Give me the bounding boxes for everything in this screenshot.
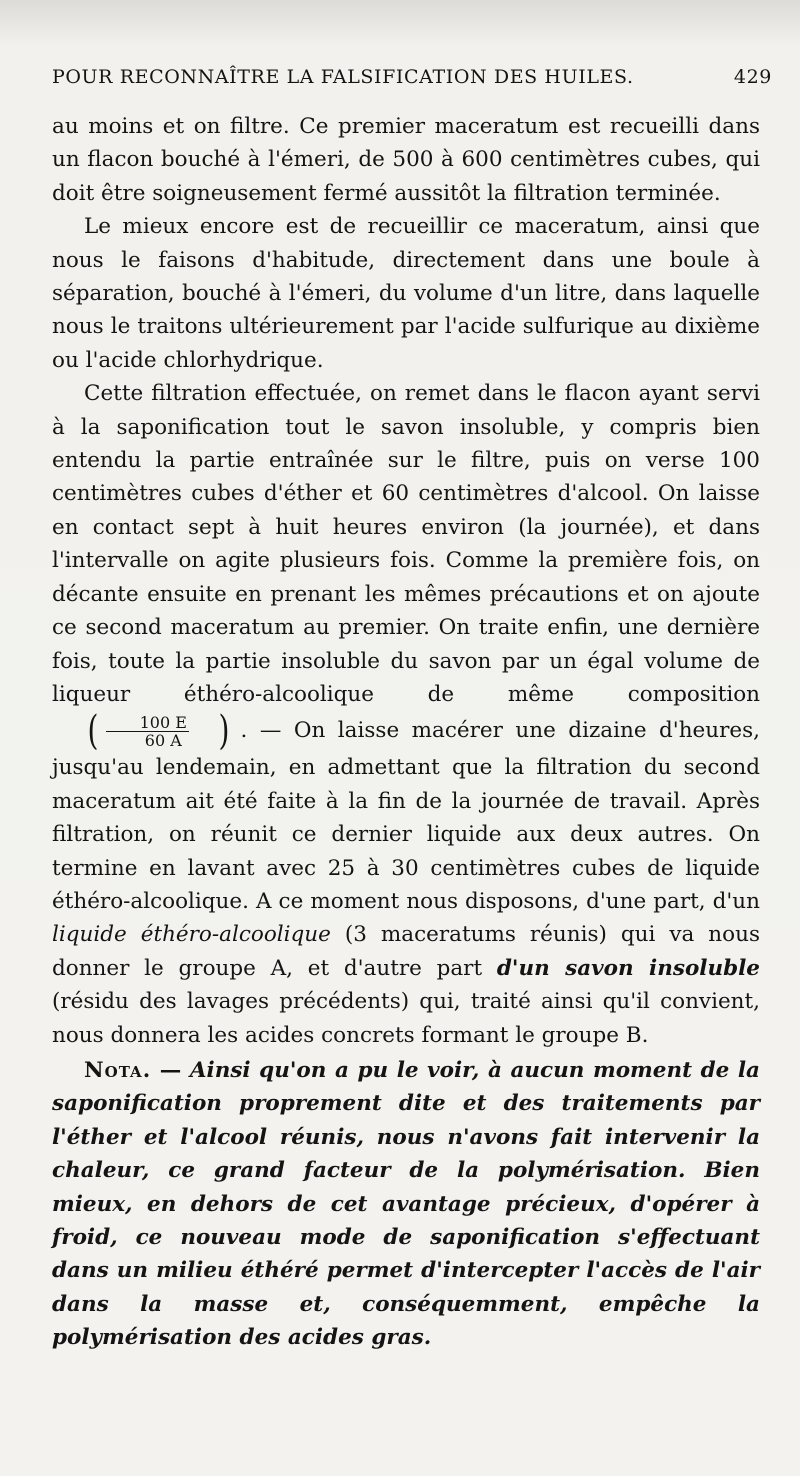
- nota-block: [52, 1054, 760, 1355]
- nota-label: Nota.: [84, 1057, 152, 1083]
- paragraph-3: [52, 377, 760, 1052]
- paragraph-3-part-4: (résidu des lavages précédents) qui, traité ainsi qu'il convient, nous donnera les acides concrets formant le groupe B.: [52, 989, 760, 1048]
- paragraph-3-part-3: (3 maceratums réunis) qui va nous donner le groupe A, et d'autre part: [52, 922, 760, 981]
- paragraph-3-part-1: Cette filtration effectuée, on remet dans le flacon ayant servi à la saponification tout le savon insoluble, y compris bien entendu la partie entraînée sur le filtre, puis on verse 100 centimètres cubes d'éther et 60 centimètres d'alcool. On laisse en contact sept à huit heures environ (la journée), et dans l'intervalle on agite plusieurs fois. Comme la première fois, on décante ensuite en prenant les mêmes précautions et on ajoute ce second maceratum au premier. On traite enfin, une dernière fois, toute la partie insoluble du savon par un égal volume de liqueur éthéro-alcoolique de même composition: [52, 381, 760, 707]
- page-number: 429: [733, 66, 772, 88]
- italic-liquide: liquide éthéro-alcoolique: [52, 922, 331, 948]
- paragraph-3-part-2: . — On laisse macérer une dizaine d'heures, jusqu'au lendemain, en admettant que la filtration du second maceratum ait été faite à la fin de la journée de travail. Après filtration, on réunit ce dernier liquide aux deux autres. On termine en lavant avec 25 à 30 centimètres cubes de liquide éthéro-alcoolique. A ce moment nous disposons, d'une part, d'un: [52, 718, 760, 914]
- fraction-numerator: 100 E: [106, 714, 189, 732]
- running-title: POUR RECONNAÎTRE LA FALSIFICATION DES HUILES.: [52, 66, 634, 88]
- left-paren: (: [87, 708, 99, 755]
- italic-savon: d'un savon insoluble: [496, 955, 760, 981]
- nota-text: Ainsi qu'on a pu le voir, à aucun moment de la saponification proprement dite et des traitements par l'éther et l'alcool réunis, nous n'avons fait intervenir la chaleur, ce grand facteur de la polymérisation. Bien mieux, en dehors de cet avantage précieux, d'opérer à froid, ce nouveau mode de saponification s'effectuant dans un milieu éthéré permet d'intercepter l'accès de l'air dans la masse et, conséquemment, empêche la polymérisation des acides gras.: [52, 1057, 760, 1351]
- body-text: [52, 110, 760, 1355]
- nota-dash: —: [151, 1057, 190, 1083]
- paragraph-2: Le mieux encore est de recueillir ce maceratum, ainsi que nous le faisons d'habitude, directement dans une boule à séparation, bouché à l'émeri, du volume d'un litre, dans laquelle nous le traitons ultérieurement par l'acide sulfurique au dixième ou l'acide chlorhydrique.: [52, 214, 760, 373]
- paragraph-1: au moins et on filtre. Ce premier maceratum est recueilli dans un flacon bouché à l'émeri, de 500 à 600 centimètres cubes, qui doit être soigneusement fermé aussitôt la filtration terminée.: [52, 114, 760, 206]
- fraction-denominator: 60 A: [144, 730, 182, 750]
- running-header: [52, 66, 772, 88]
- composition-fraction: [58, 708, 237, 755]
- right-paren: ): [218, 708, 230, 755]
